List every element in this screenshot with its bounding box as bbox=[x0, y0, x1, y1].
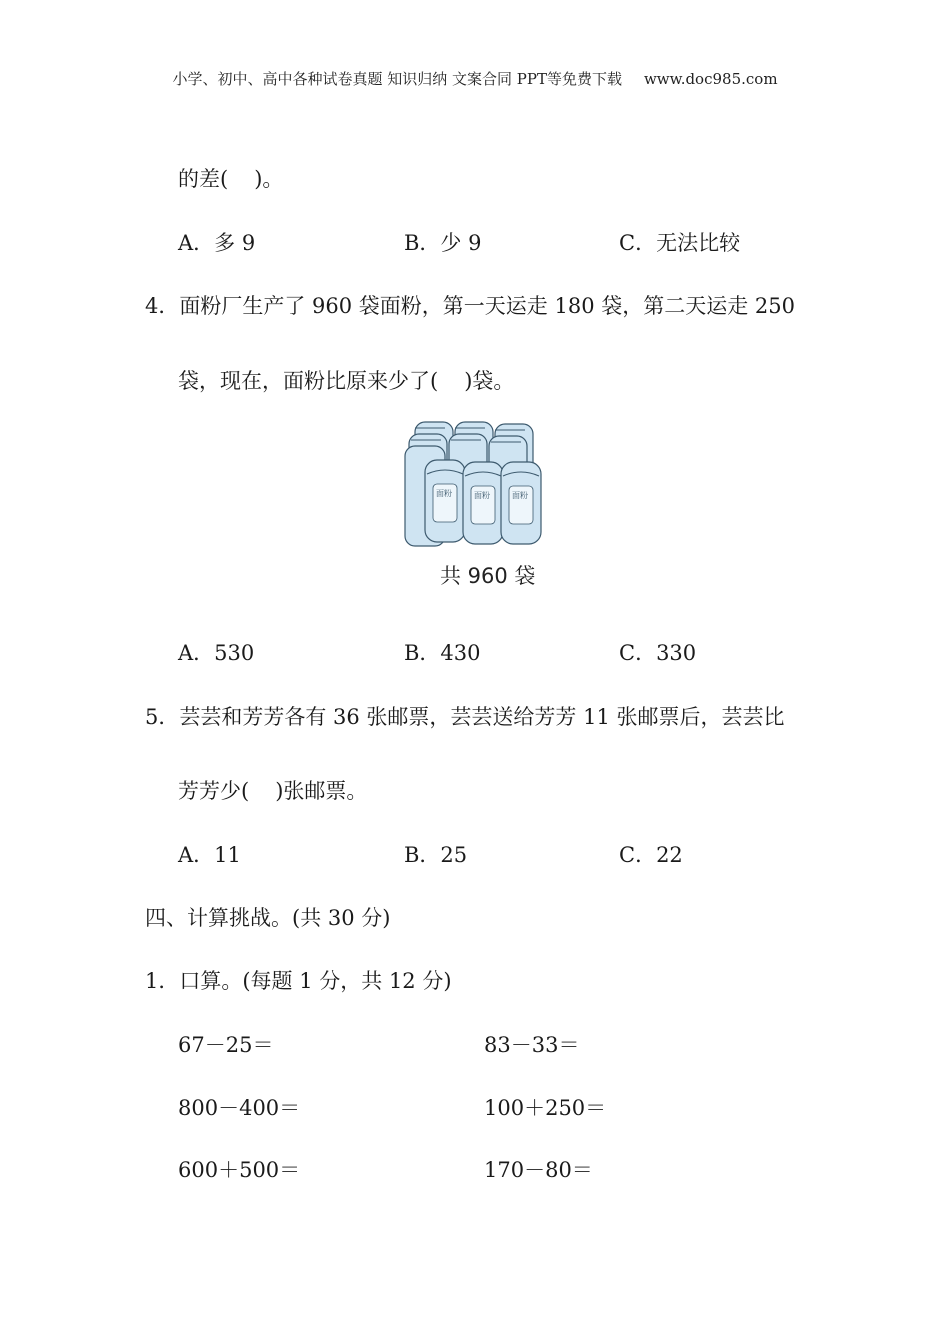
q3-tail-after: )。 bbox=[254, 167, 284, 191]
q5-question-line2 bbox=[178, 775, 367, 805]
q4-option-c: C．330 bbox=[619, 641, 697, 665]
q5-line2-before: 芳芳少( bbox=[178, 779, 250, 803]
calc-item: 83－33＝ bbox=[484, 1033, 580, 1057]
flour-bags-image bbox=[395, 412, 555, 552]
page-header bbox=[0, 68, 950, 89]
q4-line2-before: 袋，现在，面粉比原来少了( bbox=[178, 369, 439, 393]
q5-line2-after: )张邮票。 bbox=[275, 779, 368, 803]
q5-option-c: C．22 bbox=[619, 843, 683, 867]
calc-item: 67－25＝ bbox=[178, 1033, 274, 1057]
q3-option-b: B．少 9 bbox=[404, 231, 482, 255]
section4-sub1-title: 1．口算。(每题 1 分，共 12 分) bbox=[145, 969, 452, 993]
header-right-text: www.doc985.com bbox=[643, 70, 778, 88]
section4-title: 四、计算挑战。(共 30 分) bbox=[145, 906, 391, 930]
calc-item: 100＋250＝ bbox=[484, 1096, 607, 1120]
calc-item: 170－80＝ bbox=[484, 1158, 593, 1182]
q4-question-line1: 4．面粉厂生产了 960 袋面粉，第一天运走 180 袋，第二天运走 250 bbox=[145, 294, 795, 318]
q4-line2-after: )袋。 bbox=[464, 369, 515, 393]
calc-item: 800－400＝ bbox=[178, 1096, 301, 1120]
q5-option-b: B．25 bbox=[404, 843, 468, 867]
bag-label: 面粉 bbox=[436, 489, 452, 498]
figure-caption: 共 960 袋 bbox=[440, 564, 536, 588]
q3-option-a: A．多 9 bbox=[178, 231, 256, 255]
header-left-text: 小学、初中、高中各种试卷真题 知识归纳 文案合同 PPT等免费下载 bbox=[172, 70, 622, 88]
q5-option-a: A．11 bbox=[178, 843, 241, 867]
q4-option-a: A．530 bbox=[178, 641, 255, 665]
q3-tail-before: 的差( bbox=[178, 167, 229, 191]
bag-label: 面粉 bbox=[512, 491, 528, 500]
q3-option-c: C．无法比较 bbox=[619, 231, 741, 255]
q3-tail-line bbox=[178, 163, 283, 193]
bag-label: 面粉 bbox=[474, 491, 490, 500]
q4-question-line2 bbox=[178, 365, 514, 395]
q4-option-b: B．430 bbox=[404, 641, 481, 665]
q5-question-line1: 5．芸芸和芳芳各有 36 张邮票，芸芸送给芳芳 11 张邮票后，芸芸比 bbox=[145, 705, 785, 729]
calc-item: 600＋500＝ bbox=[178, 1158, 301, 1182]
